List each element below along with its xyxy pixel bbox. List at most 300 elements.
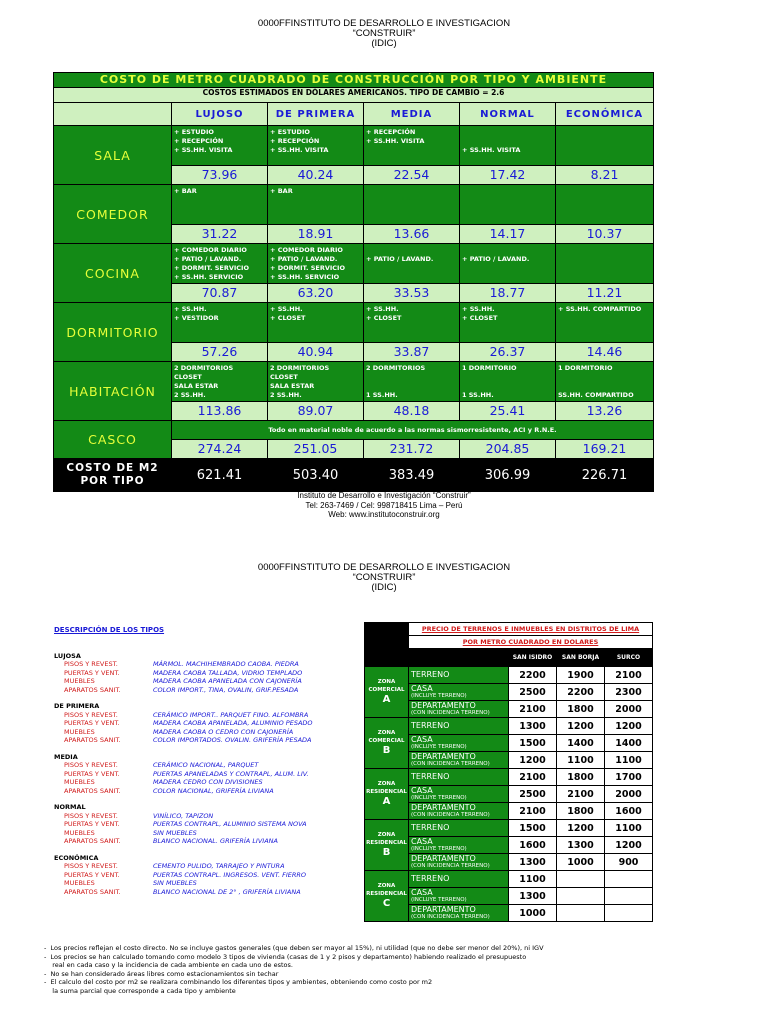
description-row <box>54 761 313 770</box>
subtitle-row <box>54 88 654 103</box>
header-line: “CONSTRUIR” <box>352 28 416 39</box>
price-value: 1100 <box>509 871 557 888</box>
price-cell: 63.20 <box>268 284 364 303</box>
zone-cell <box>365 871 409 922</box>
type-cell <box>409 837 509 854</box>
contact-line: Instituto de Desarrollo e Investigación “Construir” <box>297 491 471 500</box>
total-value: 503.40 <box>268 459 364 492</box>
price-cell: 14.46 <box>556 343 654 362</box>
zone-row <box>365 684 653 701</box>
description-row <box>54 888 313 897</box>
price-value <box>605 871 653 888</box>
zone-label: ZONA <box>377 730 396 736</box>
tier-corner <box>54 103 172 126</box>
description-value: CERÁMICO IMPORT.. PARQUET FINO. ALFOMBRA <box>153 710 309 719</box>
zone-cell <box>365 718 409 769</box>
price-value: 2100 <box>509 769 557 786</box>
zone-letter: B <box>382 847 391 858</box>
note-line: real en cada caso y la incidencia de cada ambiente en cada uno de estos. <box>44 961 293 970</box>
type-cell <box>409 820 509 837</box>
type-name: TERRENO <box>411 874 450 883</box>
zone-cell <box>365 667 409 718</box>
description-value: CEMENTO PULIDO, TARRAJEO Y PINTURA <box>153 862 285 870</box>
price-cell: 13.66 <box>364 225 460 244</box>
type-name: DEPARTAMENTO <box>411 854 476 863</box>
corner-blank <box>365 623 409 667</box>
tier-row <box>54 103 654 126</box>
casco-price: 204.85 <box>460 440 556 459</box>
price-value: 1600 <box>605 803 653 820</box>
type-cell <box>409 667 509 684</box>
header-line: “CONSTRUIR” <box>352 572 416 583</box>
total-value: 383.49 <box>364 459 460 492</box>
contact-line: Web: www.institutoconstruir.org <box>328 510 440 519</box>
description-value: MADERA CAOBA APANELADA, ALUMINIO PESADO <box>153 719 313 727</box>
feature-cell: + SS.HH. VISITA <box>460 126 556 166</box>
price-cell: 18.77 <box>460 284 556 303</box>
room-row <box>54 185 654 225</box>
contact-info <box>0 491 768 520</box>
casco-price: 169.21 <box>556 440 654 459</box>
note-line: - Los precios reflejan el costo directo. No se incluye gastos generales (que deben ser mayor al 15%), ni utilidad (que no debe ser menor del 20%), ni IGV <box>44 944 544 952</box>
description-key: APARATOS SANIT. <box>64 736 121 744</box>
description-value: CERÁMICO NACIONAL, PARQUET <box>153 761 259 769</box>
description-key: PISOS Y REVEST. <box>64 660 118 668</box>
price-cell: 18.91 <box>268 225 364 244</box>
type-note: (INCLUYE TERRENO) <box>411 897 467 903</box>
description-value: SIN MUEBLES <box>153 828 197 837</box>
tier-header: DE PRIMERA <box>268 103 364 126</box>
description-row <box>54 660 313 669</box>
description-row <box>54 669 313 678</box>
type-cell <box>409 786 509 803</box>
price-value: 2100 <box>509 803 557 820</box>
type-cell <box>409 769 509 786</box>
type-cell <box>409 803 509 820</box>
price-value: 1600 <box>509 837 557 854</box>
description-value: PUERTAS CONTRAPL, ALUMINIO SISTEMA NOVA <box>153 820 307 828</box>
type-note: (CON INCIDENCIA TERRENO) <box>411 761 490 767</box>
price-value: 1400 <box>605 735 653 752</box>
price-value: 1900 <box>557 667 605 684</box>
description-row <box>54 778 313 787</box>
feature-cell: + SS.HH. + CLOSET <box>268 303 364 343</box>
description-key: PUERTAS Y VENT. <box>64 820 120 828</box>
zone-row <box>365 871 653 888</box>
description-key: APARATOS SANIT. <box>64 887 121 896</box>
description-row <box>54 820 313 829</box>
price-value: 900 <box>605 854 653 871</box>
type-note: (INCLUYE TERRENO) <box>411 744 467 750</box>
note-line: - Los precios se han calculado tomando como modelo 3 tipos de vivienda (casas de 1 y 2 pisos y departamento) habiendo realizado el presupuesto <box>44 952 527 961</box>
price-value: 1200 <box>605 718 653 735</box>
price-value: 1500 <box>509 735 557 752</box>
total-value: 306.99 <box>460 459 556 492</box>
room-label: HABITACIÓN <box>54 362 172 421</box>
price-cell: 33.53 <box>364 284 460 303</box>
price-value: 1800 <box>557 769 605 786</box>
description-key: PISOS Y REVEST. <box>64 811 118 820</box>
note-line: - El calculo del costo por m2 se realizara combinando los diferentes tipos y ambientes, obteniendo como costo por m2 <box>44 978 433 987</box>
casco-price: 231.72 <box>364 440 460 459</box>
room-row <box>54 244 654 284</box>
price-value: 2500 <box>509 786 557 803</box>
type-note: (CON INCIDENCIA TERRENO) <box>411 914 490 920</box>
zone-row <box>365 667 653 684</box>
price-value <box>557 888 605 905</box>
description-value: PUERTAS CONTRAPL. INGRESOS. VENT. FIERRO <box>153 870 307 879</box>
description-key: PUERTAS Y VENT. <box>64 719 120 727</box>
price-cell: 17.42 <box>460 166 556 185</box>
district-row <box>365 649 653 667</box>
zone-kind: COMERCIAL <box>368 738 405 744</box>
type-name: TERRENO <box>411 670 450 679</box>
type-cell <box>409 905 509 922</box>
price-cell: 22.54 <box>364 166 460 185</box>
description-key: PUERTAS Y VENT. <box>64 870 120 879</box>
price-value: 1000 <box>557 854 605 871</box>
footnotes <box>44 944 544 996</box>
description-key: MUEBLES <box>64 677 95 685</box>
room-label: COMEDOR <box>54 185 172 244</box>
feature-cell: + COMEDOR DIARIO + PATIO / LAVAND. + DORMIT. SERVICIO + SS.HH. SERVICIO <box>172 244 268 284</box>
price-value: 1300 <box>509 718 557 735</box>
price-cell: 57.26 <box>172 343 268 362</box>
feature-cell: + BAR <box>268 185 364 225</box>
price-subtitle: POR METRO CUADRADO EN DOLARES <box>409 636 653 649</box>
type-cell <box>409 888 509 905</box>
type-name: DEPARTAMENTO <box>411 905 476 914</box>
price-cell: 113.86 <box>172 402 268 421</box>
zone-row <box>365 803 653 820</box>
price-value: 1200 <box>557 820 605 837</box>
type-descriptions <box>54 626 313 896</box>
description-row <box>54 728 313 737</box>
description-value: VINÍLICO, TAPIZON <box>153 811 214 820</box>
type-note: (CON INCIDENCIA TERRENO) <box>411 863 490 869</box>
type-cell <box>409 871 509 888</box>
description-value: MADERA CAOBA O CEDRO CON CAJONERÍA <box>153 727 294 736</box>
feature-cell <box>556 126 654 166</box>
feature-cell: + RECEPCIÓN + SS.HH. VISITA <box>364 126 460 166</box>
price-value <box>557 905 605 922</box>
district-header: SURCO <box>605 649 653 667</box>
description-row <box>54 770 313 779</box>
note-line: - No se han considerado áreas libres como estacionamientos sin techar <box>44 969 279 978</box>
group-title: ECONÓMICA <box>54 853 99 862</box>
price-value: 2000 <box>605 701 653 718</box>
total-label-line: COSTO DE M2 <box>66 462 159 474</box>
zone-letter: A <box>382 694 391 705</box>
feature-cell: 1 DORMITORIO SS.HH. COMPARTIDO <box>556 362 654 402</box>
type-note: (INCLUYE TERRENO) <box>411 693 467 699</box>
room-label: DORMITORIO <box>54 303 172 362</box>
type-name: CASA <box>411 888 433 897</box>
casco-note: Todo en material noble de acuerdo a las normas sismorresistente, ACI y R.N.E. <box>172 421 654 440</box>
price-cell: 14.17 <box>460 225 556 244</box>
room-row <box>54 362 654 402</box>
price-cell: 8.21 <box>556 166 654 185</box>
description-value: MADERA CEDRO CON DIVISIONES <box>153 778 263 786</box>
zone-letter: C <box>382 898 391 909</box>
price-value: 1800 <box>557 803 605 820</box>
zone-row <box>365 820 653 837</box>
description-key: PUERTAS Y VENT. <box>64 668 120 677</box>
casco-price: 274.24 <box>172 440 268 459</box>
description-key: APARATOS SANIT. <box>64 786 121 795</box>
district-header: SAN BORJA <box>557 649 605 667</box>
zone-row <box>365 752 653 769</box>
description-row <box>54 686 313 695</box>
type-cell <box>409 752 509 769</box>
feature-cell: + SS.HH. COMPARTIDO <box>556 303 654 343</box>
zone-label: ZONA <box>377 883 396 889</box>
zone-row <box>365 718 653 735</box>
price-cell: 40.24 <box>268 166 364 185</box>
description-value: SIN MUEBLES <box>153 879 197 887</box>
header-bottom <box>0 563 768 593</box>
price-value: 2300 <box>605 684 653 701</box>
price-value <box>605 888 653 905</box>
type-name: CASA <box>411 837 433 846</box>
price-cell: 40.94 <box>268 343 364 362</box>
price-cell: 13.26 <box>556 402 654 421</box>
casco-price: 251.05 <box>268 440 364 459</box>
room-row <box>54 303 654 343</box>
description-row <box>54 812 313 821</box>
type-cell <box>409 718 509 735</box>
price-cell: 89.07 <box>268 402 364 421</box>
price-value: 1300 <box>509 854 557 871</box>
price-cell: 33.87 <box>364 343 460 362</box>
price-value: 1800 <box>557 701 605 718</box>
type-name: CASA <box>411 735 433 744</box>
contact-line: Tel: 263-7469 / Cel: 998718415 Lima – Perú <box>305 500 463 510</box>
feature-cell: 1 DORMITORIO 1 SS.HH. <box>460 362 556 402</box>
zone-label: ZONA <box>377 832 396 838</box>
group-title: DE PRIMERA <box>54 702 100 710</box>
type-name: TERRENO <box>411 721 450 730</box>
price-value: 1100 <box>605 820 653 837</box>
description-row <box>54 736 313 745</box>
type-name: DEPARTAMENTO <box>411 701 476 710</box>
room-label: COCINA <box>54 244 172 303</box>
price-cell: 31.22 <box>172 225 268 244</box>
price-value: 1500 <box>509 820 557 837</box>
price-value: 1000 <box>509 905 557 922</box>
total-label <box>54 459 172 492</box>
type-name: TERRENO <box>411 823 450 832</box>
zone-letter: B <box>382 745 391 756</box>
type-name: TERRENO <box>411 772 450 781</box>
descriptions-title: DESCRIPCIÓN DE LOS TIPOS <box>54 626 165 634</box>
price-value: 1200 <box>557 718 605 735</box>
feature-cell: + SS.HH. + CLOSET <box>460 303 556 343</box>
feature-cell: + PATIO / LAVAND. <box>460 244 556 284</box>
header-line: 0000FFINSTITUTO DE DESARROLLO E INVESTIGACION <box>257 562 511 573</box>
price-value <box>557 871 605 888</box>
price-value: 1300 <box>557 837 605 854</box>
price-value: 2100 <box>509 701 557 718</box>
description-row <box>54 879 313 888</box>
price-value: 1400 <box>557 735 605 752</box>
description-key: MUEBLES <box>64 879 95 887</box>
zone-row <box>365 735 653 752</box>
price-cell: 26.37 <box>460 343 556 362</box>
description-value: MADERA CAOBA TALLADA, VIDRIO TEMPLADO <box>153 668 303 677</box>
description-key: PISOS Y REVEST. <box>64 761 118 769</box>
type-cell <box>409 684 509 701</box>
type-note: (CON INCIDENCIA TERRENO) <box>411 710 490 716</box>
description-key: PISOS Y REVEST. <box>64 710 118 719</box>
description-row <box>54 871 313 880</box>
land-price-table <box>364 622 653 922</box>
tier-header: ECONÓMICA <box>556 103 654 126</box>
type-blank <box>409 649 509 667</box>
price-cell: 48.18 <box>364 402 460 421</box>
feature-cell <box>556 244 654 284</box>
zone-row <box>365 905 653 922</box>
description-key: PUERTAS Y VENT. <box>64 769 120 778</box>
description-key: APARATOS SANIT. <box>64 837 121 845</box>
zone-kind: RESIDENCIAL <box>366 840 407 846</box>
price-value: 2500 <box>509 684 557 701</box>
group-title: LUJOSA <box>54 651 81 660</box>
price-value: 1200 <box>509 752 557 769</box>
type-name: DEPARTAMENTO <box>411 752 476 761</box>
tier-header: NORMAL <box>460 103 556 126</box>
feature-cell: + PATIO / LAVAND. <box>364 244 460 284</box>
description-row <box>54 862 313 871</box>
header-line: (IDIC) <box>371 582 397 593</box>
price-value: 2000 <box>605 786 653 803</box>
type-note: (INCLUYE TERRENO) <box>411 846 467 852</box>
price-value: 2200 <box>509 667 557 684</box>
zone-letter: A <box>382 796 391 807</box>
description-key: APARATOS SANIT. <box>64 685 121 694</box>
price-value: 2200 <box>557 684 605 701</box>
type-cell <box>409 854 509 871</box>
feature-cell <box>556 185 654 225</box>
zone-label: ZONA <box>377 679 396 685</box>
feature-cell: + ESTUDIO + RECEPCIÓN + SS.HH. VISITA <box>268 126 364 166</box>
tier-header: MEDIA <box>364 103 460 126</box>
description-row <box>54 837 313 846</box>
type-name: DEPARTAMENTO <box>411 803 476 812</box>
type-cell <box>409 735 509 752</box>
description-key: MUEBLES <box>64 727 95 736</box>
feature-cell: + SS.HH. + VESTIDOR <box>172 303 268 343</box>
price-title: PRECIO DE TERRENOS E INMUEBLES EN DISTRITOS DE LIMA <box>409 623 653 636</box>
description-value: PUERTAS APANELADAS Y CONTRAPL, ALUM. LIV. <box>153 769 309 778</box>
feature-cell <box>460 185 556 225</box>
description-row <box>54 719 313 728</box>
price-value: 1200 <box>605 837 653 854</box>
zone-cell <box>365 769 409 820</box>
feature-cell: + ESTUDIO + RECEPCIÓN + SS.HH. VISITA <box>172 126 268 166</box>
header-top <box>0 19 768 49</box>
price-value: 1100 <box>557 752 605 769</box>
price-value: 2100 <box>605 667 653 684</box>
feature-cell: 2 DORMITORIOS CLOSET SALA ESTAR 2 SS.HH. <box>172 362 268 402</box>
header-line: (IDIC) <box>371 38 397 49</box>
zone-kind: RESIDENCIAL <box>366 789 407 795</box>
description-row <box>54 787 313 796</box>
title-row <box>54 73 654 88</box>
zone-label: ZONA <box>377 781 396 787</box>
description-value: COLOR NACIONAL, GRIFERÍA LIVIANA <box>153 786 274 795</box>
description-key: MUEBLES <box>64 778 95 786</box>
description-value: MÁRMOL. MACHIHEMBRADO CAOBA. PIEDRA <box>153 660 299 668</box>
price-value: 1300 <box>509 888 557 905</box>
zone-row <box>365 701 653 718</box>
type-cell <box>409 701 509 718</box>
feature-cell: + SS.HH. + CLOSET <box>364 303 460 343</box>
room-row <box>54 126 654 166</box>
price-cell: 10.37 <box>556 225 654 244</box>
type-note: (INCLUYE TERRENO) <box>411 795 467 801</box>
description-value: BLANCO NACIONAL. GRIFERÍA LIVIANA <box>153 837 278 845</box>
casco-row <box>54 421 654 440</box>
feature-cell: + BAR <box>172 185 268 225</box>
feature-cell: + COMEDOR DIARIO + PATIO / LAVAND. + DORMIT. SERVICIO + SS.HH. SERVICIO <box>268 244 364 284</box>
table-subtitle: COSTOS ESTIMADOS EN DÓLARES AMERICANOS. TIPO DE CAMBIO = 2.6 <box>54 88 654 103</box>
description-row <box>54 711 313 720</box>
total-value: 226.71 <box>556 459 654 492</box>
type-note: (CON INCIDENCIA TERRENO) <box>411 812 490 818</box>
total-row <box>54 459 654 492</box>
description-row <box>54 677 313 686</box>
description-row <box>54 829 313 838</box>
type-name: CASA <box>411 684 433 693</box>
price-value: 2100 <box>557 786 605 803</box>
zone-kind: COMERCIAL <box>368 687 405 693</box>
district-header: SAN ISIDRO <box>509 649 557 667</box>
table-title: COSTO DE METRO CUADRADO DE CONSTRUCCIÓN POR TIPO Y AMBIENTE <box>54 73 654 88</box>
total-label-line: POR TIPO <box>80 475 145 487</box>
description-value: COLOR IMPORTADOS. OVALIN. GRIFERÍA PESADA <box>153 736 312 744</box>
price-cell: 25.41 <box>460 402 556 421</box>
room-label: SALA <box>54 126 172 185</box>
description-value: BLANCO NACIONAL DE 2° , GRIFERÍA LIVIANA <box>153 887 301 896</box>
price-value: 1100 <box>605 752 653 769</box>
description-value: MADERA CAOBA APANELADA CON CAJONERÍA <box>153 677 302 685</box>
tier-header: LUJOSO <box>172 103 268 126</box>
price-value <box>605 905 653 922</box>
zone-row <box>365 837 653 854</box>
header-line: 0000FFINSTITUTO DE DESARROLLO E INVESTIGACION <box>257 18 511 29</box>
group-title: MEDIA <box>54 752 78 761</box>
feature-cell: 2 DORMITORIOS 1 SS.HH. <box>364 362 460 402</box>
description-key: PISOS Y REVEST. <box>64 862 118 870</box>
zone-row <box>365 888 653 905</box>
zone-row <box>365 854 653 871</box>
type-name: CASA <box>411 786 433 795</box>
feature-cell: 2 DORMITORIOS CLOSET SALA ESTAR 2 SS.HH. <box>268 362 364 402</box>
zone-cell <box>365 820 409 871</box>
price-title-row <box>365 623 653 636</box>
price-cell: 70.87 <box>172 284 268 303</box>
price-subtitle-row <box>365 636 653 649</box>
price-cell: 73.96 <box>172 166 268 185</box>
description-value: COLOR IMPORT., TINA, OVALIN, GRIF.PESADA <box>153 685 299 694</box>
price-cell: 11.21 <box>556 284 654 303</box>
zone-row <box>365 769 653 786</box>
casco-label: CASCO <box>54 421 172 459</box>
note-line: la suma parcial que corresponde a cada tipo y ambiente <box>44 986 236 995</box>
description-key: MUEBLES <box>64 828 95 837</box>
price-value: 1700 <box>605 769 653 786</box>
